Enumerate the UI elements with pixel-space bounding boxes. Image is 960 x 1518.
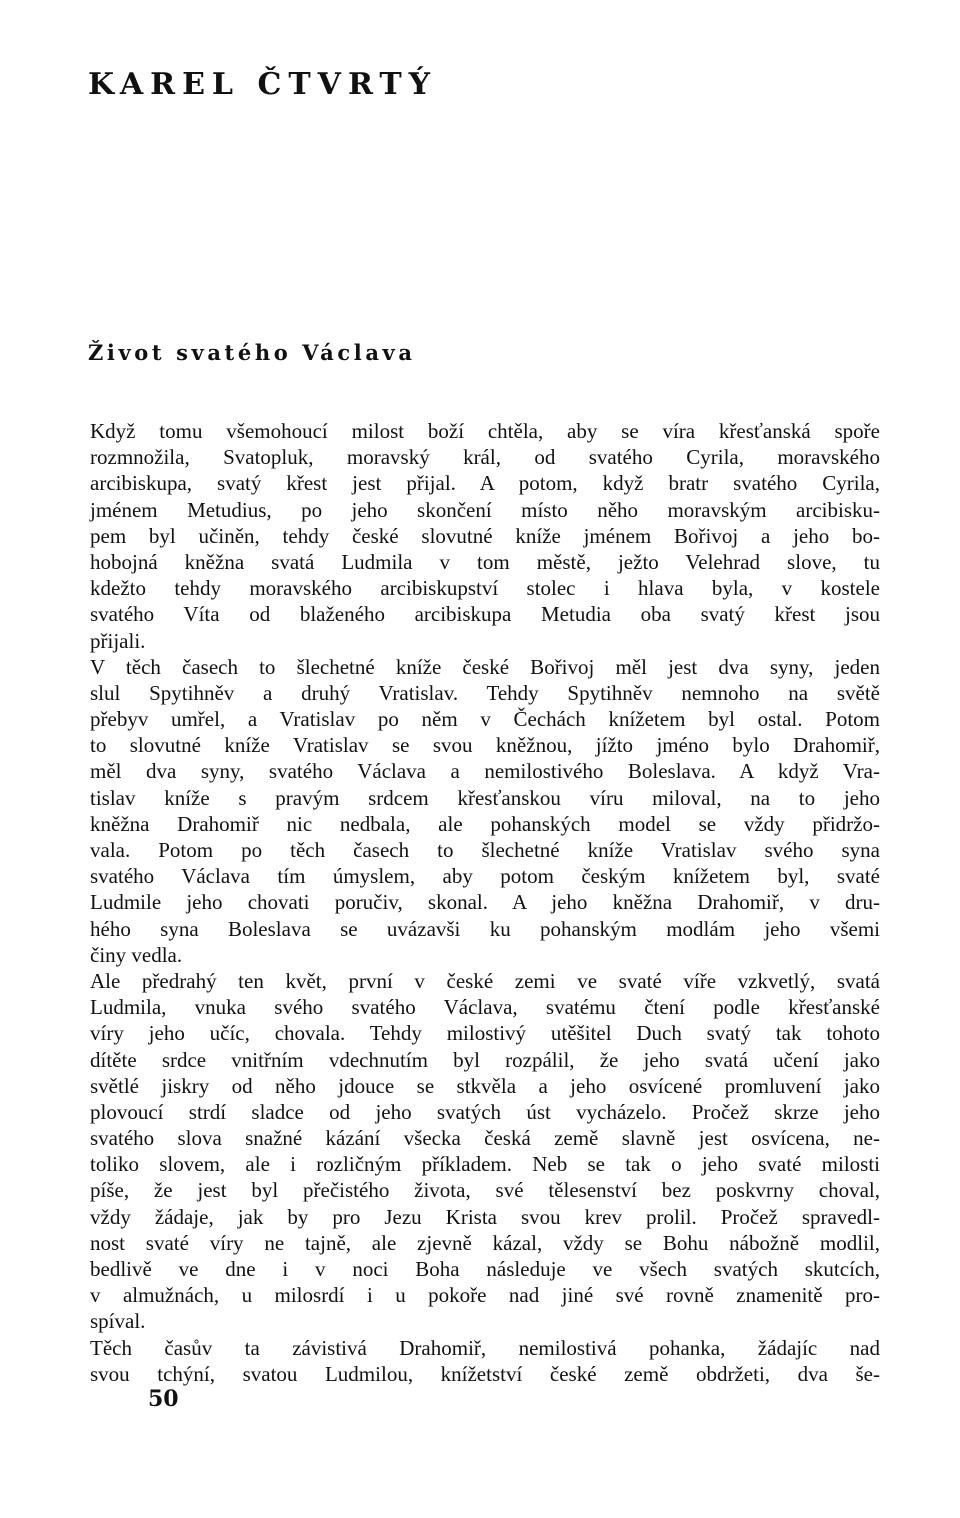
text-line: V těch časech to šlechetné kníže české Bořivoj měl jest dva syny, jeden: [90, 654, 880, 679]
paragraph: [90, 418, 880, 654]
text-line: vala. Potom po těch časech to šlechetné kníže Vratislav svého syna: [90, 838, 880, 862]
text-line: hobojná kněžna svatá Ludmila v tom městě, ježto Velehrad slove, tu: [90, 549, 880, 574]
text-line: v almužnách, u milosrdí i u pokoře nad jiné své rovně znamenitě pro-: [90, 1283, 880, 1308]
text-line: Ludmila, vnuka svého svatého Václava, svatému čtení podle křesťanské: [90, 995, 880, 1020]
paragraph: [90, 968, 880, 1335]
text-line: slul Spytihněv a druhý Vratislav. Tehdy Spytihněv nemnoho na světě: [90, 680, 880, 705]
text-line: Ludmile jeho chovati poručiv, skonal. A jeho kněžna Drahomiř, v dru-: [90, 890, 880, 915]
text-line: vždy žádaje, jak by pro Jezu Krista svou krev prolil. Pročež spravedl-: [90, 1204, 880, 1229]
text-line: přebyv umřel, a Vratislav po něm v Čechách knížetem byl ostal. Potom: [90, 707, 880, 732]
text-line: hého syna Boleslava se uvázavši ku pohanským modlám jeho všemi: [90, 916, 880, 941]
text-line: rozmnožila, Svatopluk, moravský král, od svatého Cyrila, moravského: [90, 445, 880, 470]
text-line: kdežto tehdy moravského arcibiskupství stolec i hlava byla, v kostele: [90, 576, 880, 601]
text-line: Když tomu všemohoucí milost boží chtěla, aby se víra křesťanská spoře: [90, 419, 880, 443]
text-line: arcibiskupa, svatý křest jest přijal. A potom, když bratr svatého Cyrila,: [90, 471, 880, 496]
text-line: činy vedla.: [90, 942, 183, 967]
page-number: 50: [148, 1386, 179, 1412]
text-line: tislav kníže s pravým srdcem křesťanskou víru miloval, na to jeho: [90, 785, 880, 810]
text-line: dítěte srdce vnitřním vdechnutím byl rozpálil, že jeho svatá učení jako: [90, 1047, 880, 1072]
text-line: spíval.: [90, 1309, 146, 1334]
text-line: kněžna Drahomiř nic nedbala, ale pohanských model se vždy přidržo-: [90, 811, 880, 836]
text-line: nost svaté víry ne tajně, ale zjevně kázal, vždy se Bohu nábožně modlil,: [90, 1230, 880, 1255]
text-line: to slovutné kníže Vratislav se svou kněžnou, jížto jméno bylo Drahomiř,: [90, 733, 880, 758]
text-line: píše, že jest byl přečistého života, své tělesenství bez poskvrny choval,: [90, 1178, 880, 1203]
text-line: měl dva syny, svatého Václava a nemilostivého Boleslava. A když Vra-: [90, 759, 880, 784]
text-line: svatého slova snažné kázání všecka česká země slavně jest osvícena, ne-: [90, 1126, 880, 1151]
text-line: víry jeho učíc, chovala. Tehdy milostivý utěšitel Duch svatý tak tohoto: [90, 1021, 880, 1046]
chapter-title: Život svatého Václava: [88, 340, 416, 365]
text-line: pem byl učiněn, tehdy české slovutné kníže jménem Bořivoj a jeho bo-: [90, 523, 880, 548]
text-line: svatého Víta od blaženého arcibiskupa Metudia oba svatý křest jsou: [90, 602, 880, 627]
text-line: plovoucí strdí sladce od jeho svatých úst vycházelo. Pročež skrze jeho: [90, 1099, 880, 1124]
text-line: svatého Václava tím úmyslem, aby potom českým knížetem byl, svaté: [90, 864, 880, 889]
text-line: svou tchýní, svatou Ludmilou, knížetství české země obdržeti, dva še-: [90, 1361, 880, 1386]
text-line: Ale předrahý ten květ, první v české zemi ve svaté víře vzkvetlý, svatá: [90, 968, 880, 993]
text-line: toliko slovem, ale i rozličným příkladem. Neb se tak o jeho svaté milosti: [90, 1152, 880, 1177]
text-line: světlé jiskry od něho jdouce se stkvěla a jeho osvícené promluvení jako: [90, 1073, 880, 1098]
text-line: jménem Metudius, po jeho skončení místo něho moravským arcibisku-: [90, 497, 880, 522]
text-line: přijali.: [90, 628, 146, 653]
paragraph: [90, 654, 880, 968]
paragraph: [90, 1335, 880, 1387]
body-text: [90, 418, 880, 1387]
author-heading: KAREL ČTVRTÝ: [88, 67, 438, 102]
text-line: Těch časův ta závistivá Drahomiř, nemilostivá pohanka, žádajíc nad: [90, 1335, 880, 1360]
text-line: bedlivě ve dne i v noci Boha následuje ve všech svatých skutcích,: [90, 1257, 880, 1281]
